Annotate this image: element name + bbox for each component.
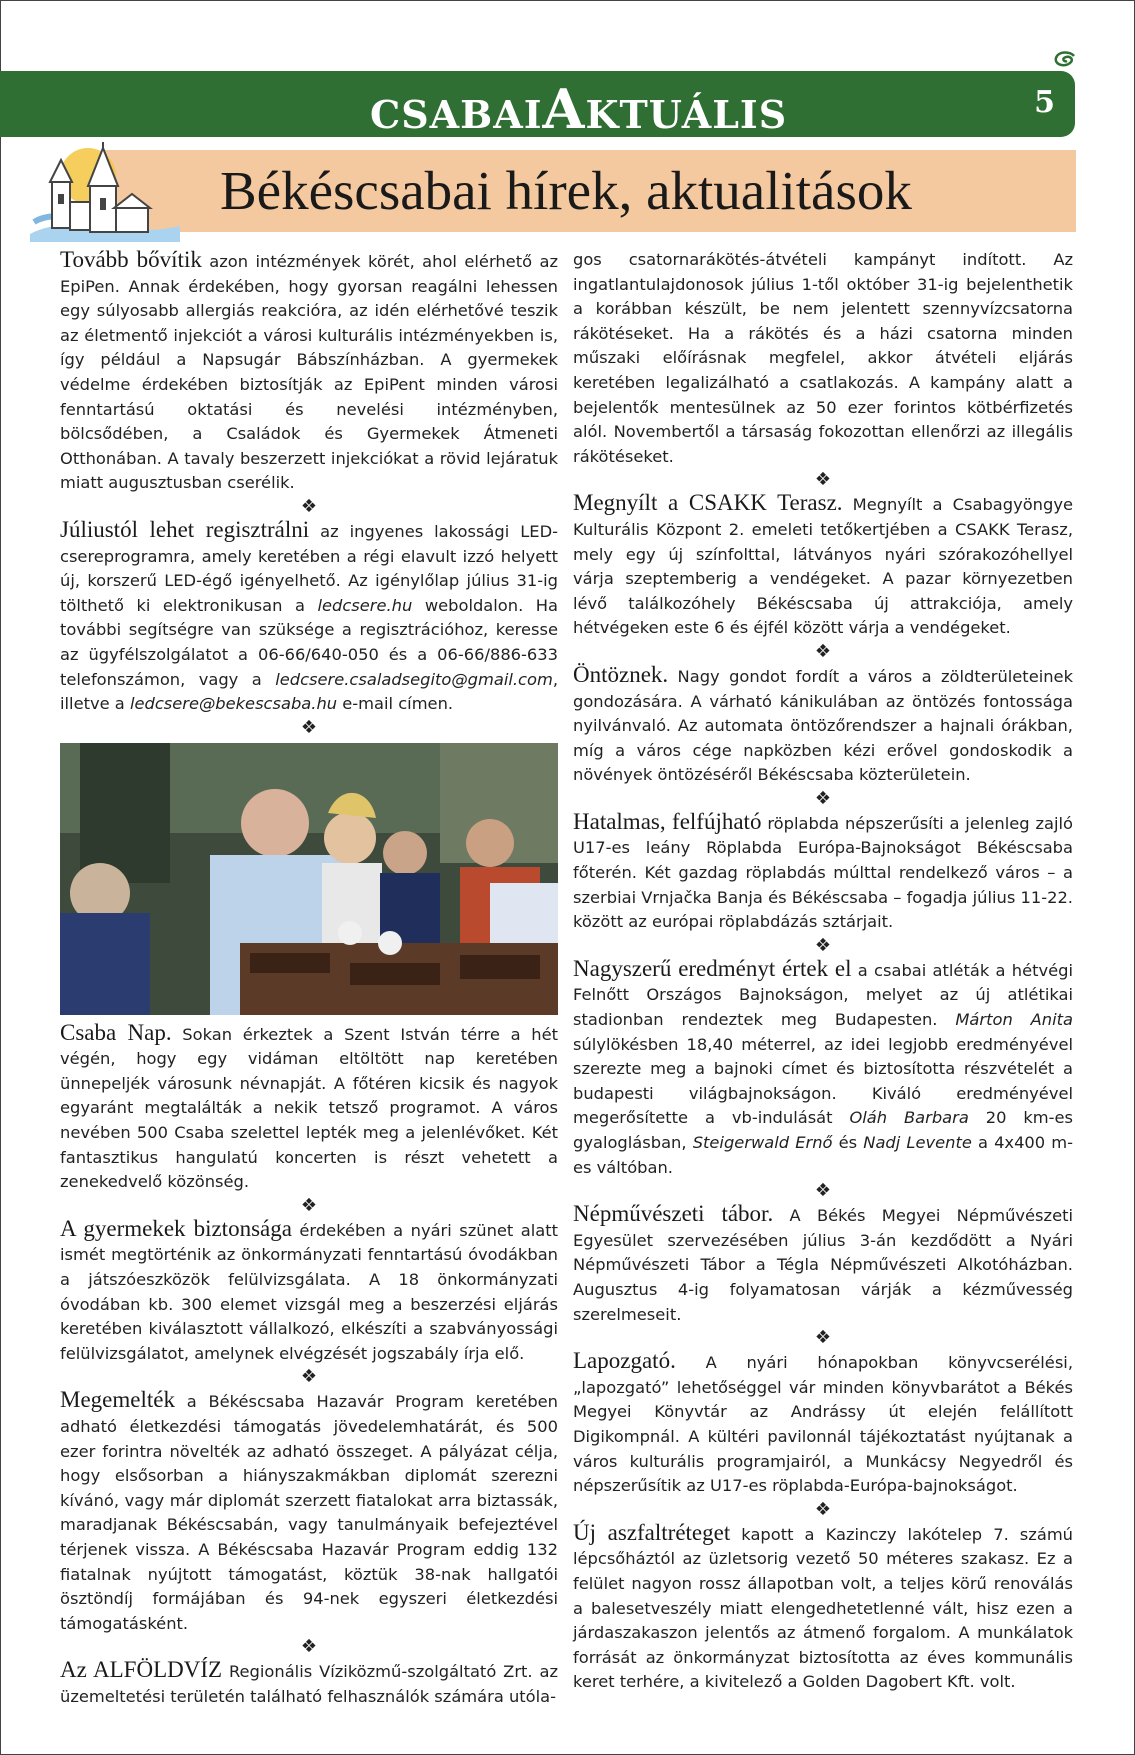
left-column (60, 248, 558, 1710)
separator-icon: ❖ (814, 934, 832, 956)
page-number: 5 (1034, 85, 1055, 120)
article-text: e-mail címen. (337, 694, 454, 714)
separator-icon: ❖ (300, 1194, 318, 1216)
article-led (60, 518, 558, 717)
separator-icon: ❖ (300, 1366, 318, 1388)
article-alfoldviz (60, 1658, 558, 1709)
article-ontoznek (573, 663, 1073, 788)
article-csakk-terasz (573, 491, 1073, 641)
article-text: Sokan érkeztek a Szent István térre a hét végén, hogy egy vidáman eltöltött nap keretében ünnepeljék városunk névnapját. A főtéren kicsik és nagyok egyaránt megtalálták a nekik tetsző programot. A város nevében 500 Csaba szelettel lepték meg a jelenlévőket. Két fantasztikus hangulatú koncerten is részt vehetett a zenekedvelő közönség. (60, 1024, 559, 1192)
section-banner (104, 150, 1076, 232)
section-title: Békéscsabai hírek, aktualitások (220, 160, 912, 221)
article-text: Regionális Víziközmű-szolgáltató Zrt. az üzemeltetési területén található felhasználók számára utóla- (60, 1662, 558, 1706)
article-playground (60, 1217, 558, 1367)
headline: Lapozgató. (573, 1348, 676, 1374)
separator-icon: ❖ (814, 640, 832, 662)
athlete-name: Márton Anita (955, 1010, 1074, 1030)
email-link[interactable]: ledcsere.csaladsegito@gmail.com (275, 669, 553, 689)
article-text: 20 km-es gyaloglásban, (573, 1108, 1073, 1152)
article-lapozgato (573, 1349, 1073, 1499)
article-text: Megnyílt a Csabagyöngye Kulturális Központ 2. emeleti tetőkertjében a CSAKK Terasz, mely egy új színfolttal, látványos nyári szórakozóhellyel várja szeptemberig a vendégeket. A pazar környezetben lévő találkozóhely Békéscsaba új attrakciója, amely hétvégeken este 6 és éjfél között várja a vendégeket. (573, 495, 1073, 638)
article-text: kapott a Kazinczy lakótelep 7. számú lépcsőháztól az üzletsorig vezető 50 méteres szakasz. Ez a felület nagyon rossz állapotban volt, a teljes körű renoválás a balesetveszély miatt elengedhetetlenné vált, hisz ezen a járdaszakaszon jelentős az átmenő forgalom. A munkálatok forrását az önkormányzat biztosította az éves kommunális keret terhére, a kivitelező a Golden Dagobert Kft. volt. (573, 1524, 1073, 1692)
headline: Öntöznek. (573, 661, 669, 687)
headline: Új aszfaltréteget (573, 1519, 731, 1545)
athlete-name: Oláh Barbara (849, 1108, 969, 1128)
article-text: A nyári hónapokban könyvcserélési, „lapozgató” lehetőséggel vár minden könyvbarátot a Békés Megyei Könyvtár az Andrássy út elején felállított Digikompnál. A kültéri pavilonnál tájékoztatást nyújtanak a város kulturális programjairól, a Munkácsy Negyedről és népszerűsítik az U17-es röplabda-Európa-bajnokságot. (573, 1353, 1073, 1496)
article-athletics (573, 957, 1073, 1180)
headline: Megnyílt a CSAKK Terasz. (573, 490, 843, 516)
separator-icon: ❖ (814, 1180, 832, 1202)
brand-part-2: A (542, 77, 586, 141)
separator-icon: ❖ (814, 1327, 832, 1349)
brand-part-1: CSABAI (370, 92, 543, 137)
separator-icon: ❖ (300, 716, 318, 738)
headline: Népművészeti tábor. (573, 1201, 774, 1227)
article-text: érdekében a nyári szünet alatt ismét megtörténik az önkormányzati fenntartású óvodákban a játszóeszközök felülvizsgálata. A 18 önkormányzati óvodában kb. 300 elemet vizsgál meg a beszerzési eljárás keretében kiválasztott vállalkozó, elkészíti a szabványossági felülvizsgálatot, amelynek elvégzését jogszabály írja elő. (60, 1220, 559, 1363)
article-text: , illetve a (60, 669, 558, 714)
brand-part-3: KTUÁLIS (585, 92, 788, 137)
article-text: a Békéscsaba Hazavár Program keretében adható életkezdési támogatás jövedelemhatárát, és 500 ezer forintra növelték az adható összeget. A pályázat célja, hogy elsősorban a hiányszakmákban diplomát szerezni kívánó, vagy már diplomát szerzett fiatalokat arra biztassák, maradjanak Békéscsabán, vagy tanulmányaik befejeztével térjenek vissza. A Békéscsaba Hazavár Program eddig 132 fiatalnak nyújtott támogatást, köztük 38-nak hallgatói ösztöndíj formájában és 94-nek egyszeri életkezdési támogatásként. (60, 1392, 558, 1633)
article-text: és (832, 1133, 864, 1152)
right-column (573, 248, 1073, 1695)
headline: Hatalmas, felfújható (573, 808, 762, 834)
swirl-icon (1052, 50, 1078, 70)
athlete-name: Nadj Levente (863, 1133, 972, 1152)
article-text: a 4x400 m-es váltóban. (573, 1133, 1073, 1177)
article-csaba-nap (60, 1021, 558, 1195)
separator-icon: ❖ (300, 1636, 318, 1658)
headline: Júliustól lehet regisztrálni (60, 516, 310, 542)
website-link[interactable]: ledcsere.hu (317, 595, 413, 615)
article-volleyball (573, 810, 1073, 935)
headline: Csaba Nap. (60, 1019, 172, 1045)
headline: A gyermekek biztonsága (60, 1215, 292, 1241)
article-text: röplabda népszerűsíti a jelenleg zajló U17-es leány Röplabda Európa-Bajnokságot Békéscsaba főterén. Két gazdag röplabdás múlttal rendelkező város – a szerbiai Vrnjačka Banja és Békéscsaba – fogadja július 11-22. között az európai röplabdázás sztárjait. (573, 813, 1073, 932)
article-text: azon intézmények körét, ahol elérhető az EpiPen. Annak érdekében, hogy gyorsan reagálni lehessen egy súlyosabb allergiás reakcióra, az idén elérhetővé teszik az életmentő injekciót a városi kulturális intézményekben is, így például a Napsugár Bábszínházban. A gyermekek védelme érdekében biztosítják az EpiPent minden városi fenntartású oktatási és nevelési intézményben, bölcsődében, a Családok és Gyermekek Átmeneti Otthonában. A tavaly beszerzett injekciókat a rövid lejáratuk miatt augusztusban cserélik. (60, 252, 558, 493)
separator-icon: ❖ (300, 495, 318, 517)
separator-icon: ❖ (814, 787, 832, 809)
headline: Az ALFÖLDVÍZ (60, 1657, 223, 1683)
separator-icon: ❖ (814, 1498, 832, 1520)
separator-icon: ❖ (814, 469, 832, 491)
article-hazavar (60, 1388, 558, 1636)
athlete-name: Steigerwald Ernő (692, 1133, 833, 1152)
masthead (0, 71, 1075, 141)
article-text: gos csatornarákötés-átvételi kampányt indított. Az ingatlantulajdonosok július 1-től október 31-ig bejelenthetik a korábban készült, be nem jelentett szennyvízcsatorna rákötéseket. Ha a rákötés és a házi csatorna minden műszaki előírásnak megfelel, akkor átvételi eljárás keretében legalizálható a csatlakozás. A kampány alatt a bejelentők mentesülnek az 50 ezer forintos kötbérfizetés alól. Novembertől a társaság fokozottan ellenőrzi az illegális rákötéseket. (573, 250, 1073, 466)
article-text: Nagy gondot fordít a város a zöldterületeinek gondozására. A várható kánikulában az öntözés fontossága nyilvánvaló. Az automata öntözőrendszer a hajnali órákban, míg a város cége napközben kézi erővel gondoskodik a növények öntözéséről Békéscsaba közterületein. (573, 666, 1073, 785)
article-text: az ingyenes lakossági LED-csereprogramra, amely keretében a régi elavult izzó helyett új, korszerű LED-égő igényelhető. Az igénylőlap július 31-ig tölthető ki elektronikusan a (60, 521, 558, 615)
email-link[interactable]: ledcsere@bekescsaba.hu (129, 694, 338, 714)
article-text: a csabai atléták a hétvégi Felnőtt Országos Bajnokságon, melyet az új atlétikai stadionban rendeztek meg Budapesten. (573, 960, 1073, 1030)
article-folk-art-camp (573, 1202, 1073, 1327)
article-alfoldviz-continued (573, 248, 1073, 469)
publication-name (370, 77, 787, 141)
article-asphalt (573, 1521, 1073, 1695)
article-text: A Békés Megyei Népművészeti Egyesület szervezésében július 3-án kezdődött a Nyári Népművészeti Tábor a Tégla Népművészeti Alkotóházban. Augusztus 4-ig folyamatosan várják a kézművesség szerelmeseit. (573, 1206, 1074, 1324)
church-logo-icon (30, 142, 180, 242)
headline: Tovább bővítik (60, 247, 202, 272)
article-epipen (60, 248, 558, 496)
event-photo (60, 743, 558, 1015)
article-text: weboldalon. Ha további segítségre van szüksége a regisztrációhoz, keresse az ügyfélszolgálatot a 06-66/640-050 és a 06-66/886-633 telefonszámon, vagy a (60, 595, 558, 689)
article-text: súlylökésben 18,40 méterrel, az idei legjobb eredményével szerezte meg a bajnoki címet és biztosította részvételét a budapesti világbajnokságon. Kiváló eredményével megerősítette a vb-indulását (573, 1034, 1073, 1128)
headline: Nagyszerű eredményt értek el (573, 955, 852, 981)
headline: Megemelték (60, 1387, 175, 1413)
